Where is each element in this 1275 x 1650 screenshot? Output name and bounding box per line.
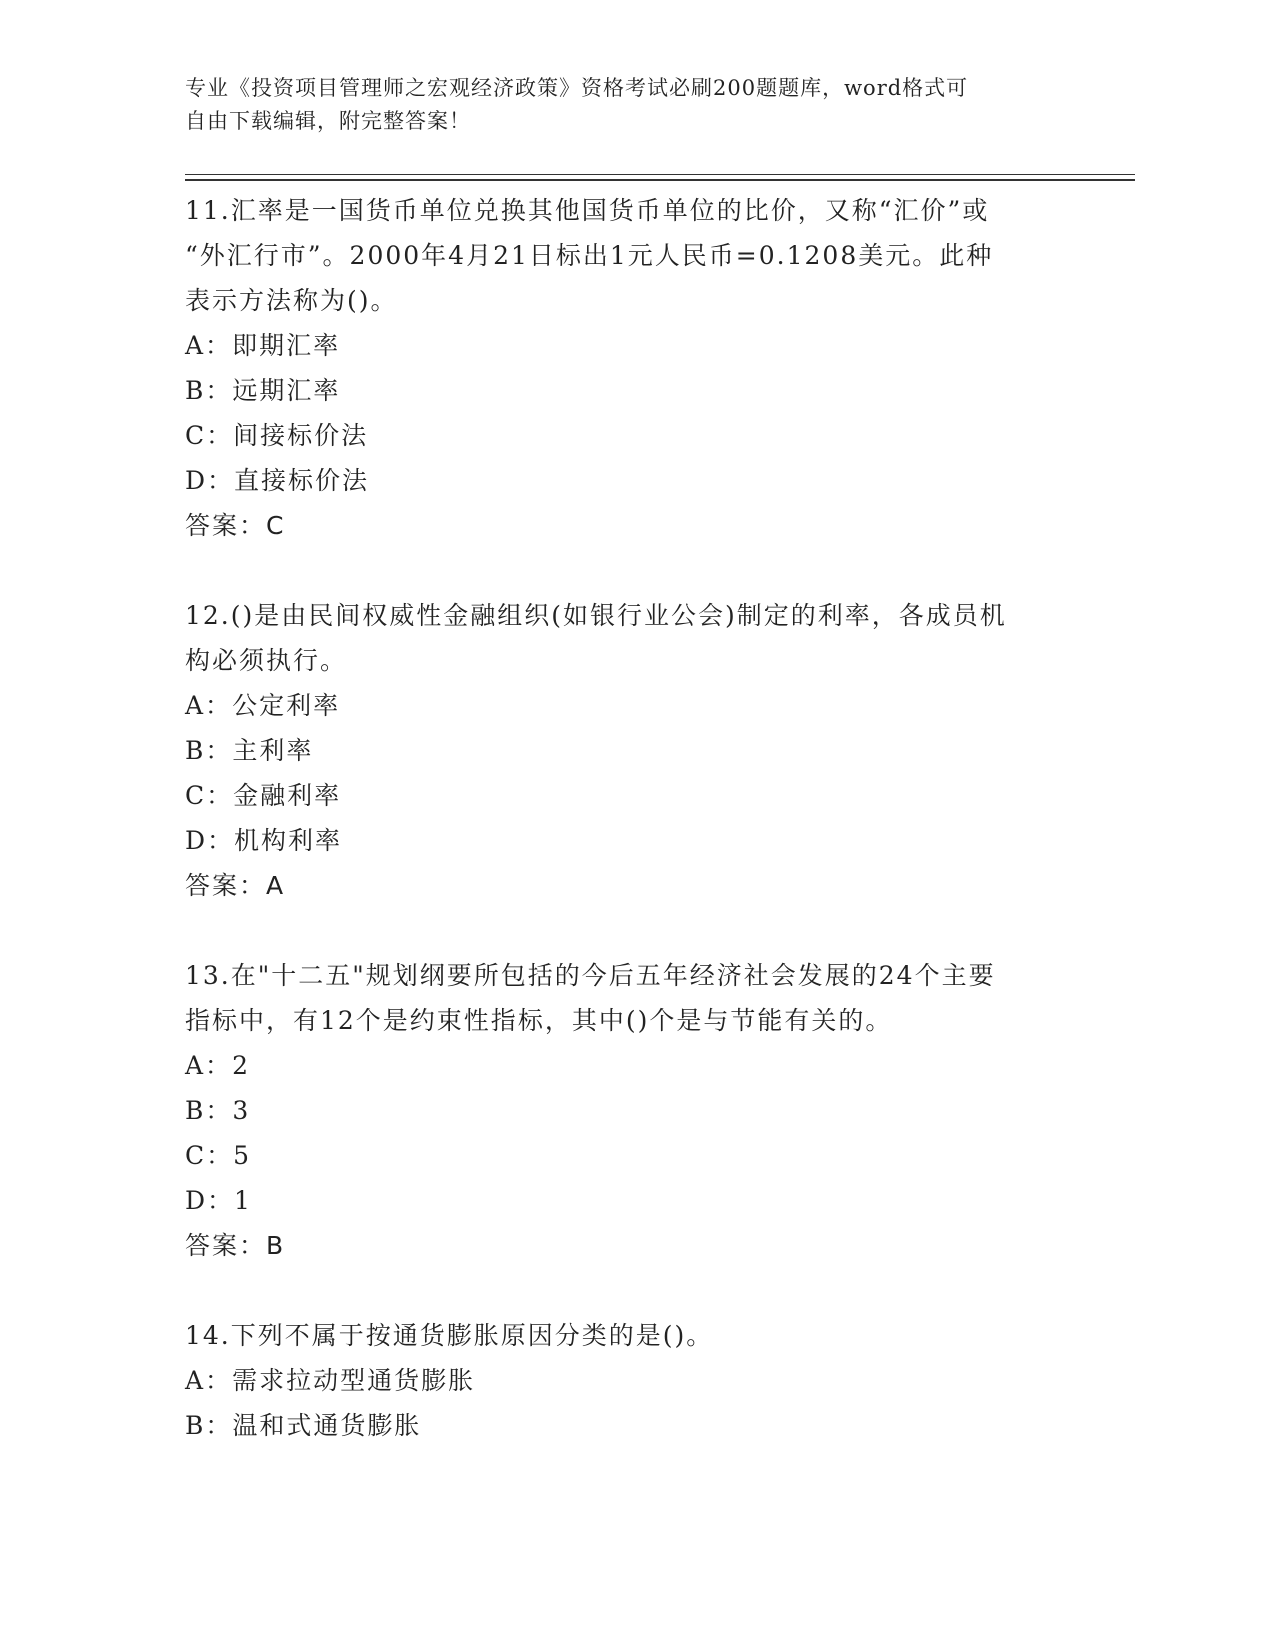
question-text-line: 构必须执行。 [185, 646, 348, 675]
option-text: 远期汇率 [232, 376, 341, 405]
option-text: 1 [234, 1186, 252, 1215]
option-letter: C： [185, 421, 234, 450]
option-text: 2 [232, 1051, 250, 1080]
option-letter: D： [185, 466, 235, 495]
option-d [185, 818, 1085, 863]
option-d [185, 1178, 1085, 1223]
option-letter: D： [185, 826, 235, 855]
option-text: 间接标价法 [233, 421, 369, 450]
option-a [185, 1358, 1085, 1403]
header-divider-thick [185, 179, 1135, 181]
question-text-line: 指标中，有12个是约束性指标，其中()个是与节能有关的。 [185, 1006, 893, 1035]
option-b [185, 1088, 1085, 1133]
header-divider-thin [185, 174, 1135, 175]
option-text: 直接标价法 [234, 466, 370, 495]
option-letter: B： [185, 1096, 233, 1125]
option-text: 公定利率 [232, 691, 341, 720]
option-c [185, 413, 1085, 458]
question-text-line: 12.()是由民间权威性金融组织(如银行业公会)制定的利率，各成员机 [185, 601, 1007, 630]
option-text: 温和式通货膨胀 [232, 1411, 422, 1440]
option-text: 主利率 [232, 736, 314, 765]
question-text-line: 14.下列不属于按通货膨胀原因分类的是()。 [185, 1321, 714, 1350]
option-c [185, 1133, 1085, 1178]
option-b [185, 1403, 1085, 1448]
option-letter: A： [185, 691, 233, 720]
question-14 [185, 1313, 1085, 1448]
option-letter: C： [185, 781, 234, 810]
answer-line: 答案：B [185, 1231, 286, 1260]
option-a [185, 1043, 1085, 1088]
answer-line: 答案：A [185, 871, 286, 900]
option-letter: B： [185, 376, 233, 405]
question-11 [185, 188, 1085, 548]
option-a [185, 323, 1085, 368]
option-letter: A： [185, 331, 233, 360]
option-letter: C： [185, 1141, 234, 1170]
question-text-line: “外汇行市”。2000年4月21日标出1元人民币=0.1208美元。此种 [185, 241, 994, 270]
option-letter: B： [185, 1411, 233, 1440]
option-d [185, 458, 1085, 503]
question-text-line: 11.汇率是一国货币单位兑换其他国货币单位的比价，又称“汇价”或 [185, 196, 990, 225]
option-text: 5 [233, 1141, 252, 1170]
header-line-1: 专业《投资项目管理师之宏观经济政策》资格考试必刷200题题库，word格式可 [185, 76, 969, 100]
answer-line: 答案：C [185, 511, 286, 540]
option-letter: B： [185, 736, 233, 765]
option-letter: D： [185, 1186, 235, 1215]
option-a [185, 683, 1085, 728]
option-letter: A： [185, 1366, 233, 1395]
option-text: 即期汇率 [232, 331, 341, 360]
document-header [185, 72, 1065, 138]
option-c [185, 773, 1085, 818]
option-letter: A： [185, 1051, 233, 1080]
option-text: 机构利率 [234, 826, 343, 855]
question-text-line: 表示方法称为()。 [185, 286, 398, 315]
option-b [185, 728, 1085, 773]
option-b [185, 368, 1085, 413]
option-text: 3 [232, 1096, 251, 1125]
question-list [185, 188, 1085, 1493]
question-text-line: 13.在"十二五"规划纲要所包括的今后五年经济社会发展的24个主要 [185, 961, 996, 990]
question-12 [185, 593, 1085, 908]
option-text: 需求拉动型通货膨胀 [232, 1366, 476, 1395]
option-text: 金融利率 [233, 781, 342, 810]
question-13 [185, 953, 1085, 1268]
header-line-2: 自由下载编辑，附完整答案！ [185, 109, 471, 133]
